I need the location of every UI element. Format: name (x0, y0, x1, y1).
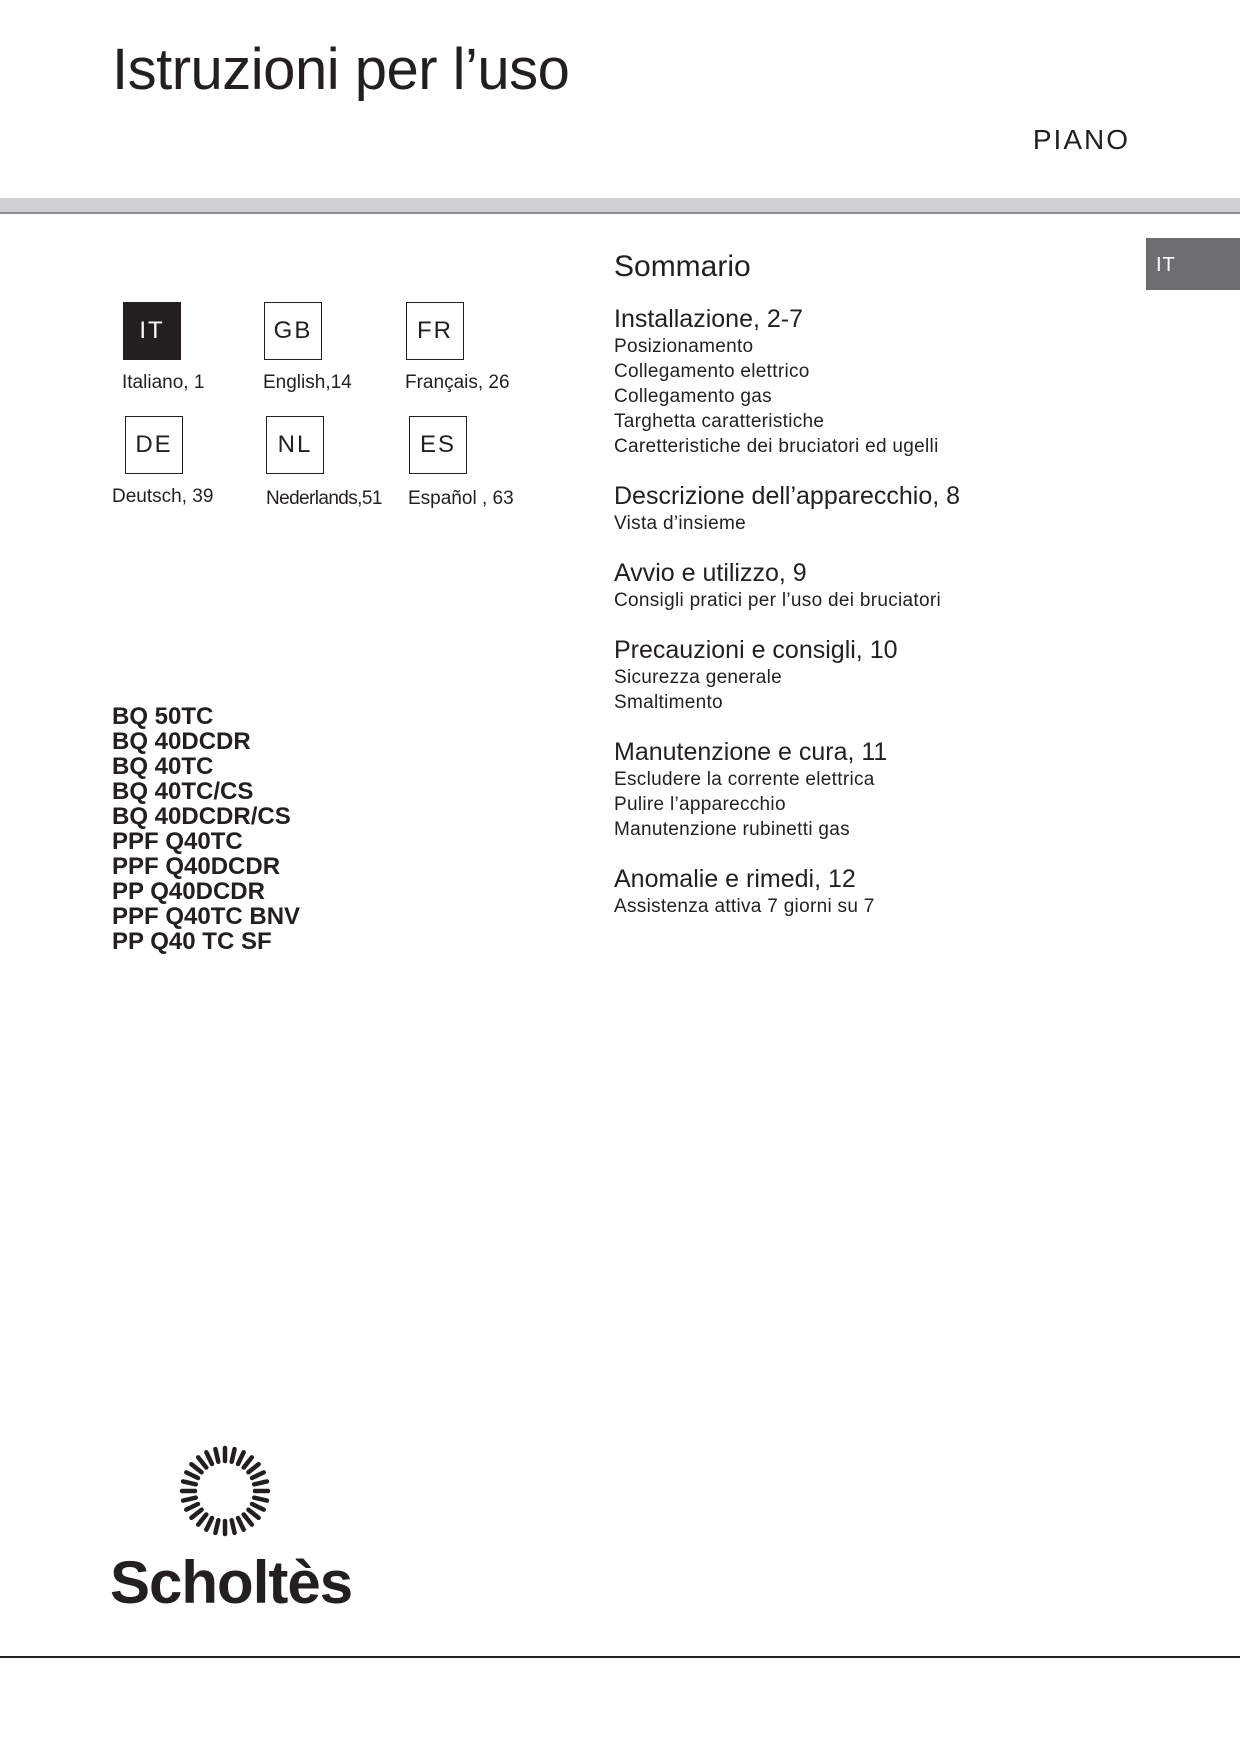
sun-ray (244, 1457, 252, 1467)
toc-section-manutenzione (614, 737, 1134, 842)
language-box-de[interactable]: DE (125, 416, 183, 474)
header-divider (0, 212, 1240, 214)
sun-ray (238, 1452, 244, 1464)
sun-ray (215, 1449, 218, 1462)
toc-subitem[interactable]: Sicurezza generale (614, 667, 783, 688)
model-item: BQ 50TC (112, 703, 214, 730)
sun-ray (206, 1452, 212, 1464)
toc-subitem[interactable]: Vista d’insieme (614, 513, 746, 534)
sun-ray (198, 1514, 206, 1524)
sun-ray (191, 1464, 201, 1472)
language-box-nl[interactable]: NL (266, 416, 324, 474)
model-item: BQ 40DCDR (112, 728, 251, 755)
sun-ray (183, 1498, 196, 1501)
toc-subitem[interactable]: Manutenzione rubinetti gas (614, 819, 850, 840)
toc-subitem[interactable]: Caretteristiche dei bruciatori ed ugelli (614, 436, 939, 457)
sun-ray (232, 1449, 235, 1462)
toc-subitem[interactable]: Targhetta caratteristiche (614, 411, 825, 432)
toc-section-avvio (614, 558, 1134, 613)
sun-ray (252, 1504, 264, 1510)
sun-ray (238, 1518, 244, 1530)
toc-subitem[interactable]: Pulire l’apparecchio (614, 794, 786, 815)
language-box-fr[interactable]: FR (406, 302, 464, 360)
language-box-it[interactable]: IT (123, 302, 181, 360)
brand-logo: Scholtès (110, 1549, 353, 1616)
toc-section-title[interactable]: Manutenzione e cura, 11 (614, 738, 888, 766)
toc-subitem[interactable]: Collegamento gas (614, 386, 772, 407)
sun-ray (198, 1457, 206, 1467)
toc-section-descrizione (614, 481, 1134, 536)
sun-ray (232, 1520, 235, 1533)
model-item: PPF Q40DCDR (112, 853, 281, 880)
language-box-es[interactable]: ES (409, 416, 467, 474)
toc-subitem[interactable]: Assistenza attiva 7 giorni su 7 (614, 896, 875, 917)
toc-subitem[interactable]: Smaltimento (614, 692, 723, 713)
model-item: PPF Q40TC BNV (112, 903, 301, 930)
model-item: PPF Q40TC (112, 828, 243, 855)
toc-section-title[interactable]: Anomalie e rimedi, 12 (614, 865, 856, 893)
language-caption-es: Español , 63 (408, 488, 514, 509)
toc-section-title[interactable]: Descrizione dell’apparecchio, 8 (614, 482, 961, 510)
model-list (112, 704, 300, 954)
sun-ray (254, 1498, 267, 1501)
sun-ray (248, 1510, 258, 1518)
toc-section-precauzioni (614, 635, 1134, 715)
sun-ray (215, 1520, 218, 1533)
sun-ray (191, 1510, 201, 1518)
current-language-tab: IT (1146, 238, 1240, 290)
sun-ray (206, 1518, 212, 1530)
page-title: Istruzioni per l’uso (112, 37, 570, 102)
toc-section-title[interactable]: Installazione, 2-7 (614, 305, 804, 333)
footer-divider (0, 1656, 1240, 1658)
model-item: PP Q40DCDR (112, 878, 265, 905)
toc-section-anomalie (614, 864, 1134, 919)
sun-ray (183, 1481, 196, 1484)
language-caption-nl: Nederlands,51 (266, 488, 382, 509)
toc-subitem[interactable]: Escludere la corrente elettrica (614, 769, 875, 790)
language-caption-fr: Français, 26 (405, 372, 510, 393)
sun-ray (186, 1504, 198, 1510)
toc-section-installazione (614, 304, 1134, 459)
language-box-gb[interactable]: GB (264, 302, 322, 360)
toc-subitem[interactable]: Posizionamento (614, 336, 754, 357)
toc-subitem[interactable]: Collegamento elettrico (614, 361, 810, 382)
language-caption-gb: English,14 (263, 372, 352, 393)
model-item: BQ 40TC (112, 753, 214, 780)
language-caption-de: Deutsch, 39 (112, 486, 214, 507)
language-caption-it: Italiano, 1 (122, 372, 205, 393)
model-item: PP Q40 TC SF (112, 928, 272, 955)
sun-ray (186, 1472, 198, 1478)
model-item: BQ 40DCDR/CS (112, 803, 291, 830)
toc-heading: Sommario (614, 250, 751, 283)
model-item: BQ 40TC/CS (112, 778, 254, 805)
header-band (0, 198, 1240, 212)
toc-section-title[interactable]: Precauzioni e consigli, 10 (614, 636, 898, 664)
sun-ray (252, 1472, 264, 1478)
product-category: PIANO (1032, 124, 1130, 155)
sun-ray (254, 1481, 267, 1484)
sun-ray (244, 1514, 252, 1524)
sun-ray (248, 1464, 258, 1472)
toc-section-title[interactable]: Avvio e utilizzo, 9 (614, 559, 807, 587)
table-of-contents (614, 250, 1134, 941)
toc-subitem[interactable]: Consigli pratici per l’uso dei bruciatori (614, 590, 941, 611)
